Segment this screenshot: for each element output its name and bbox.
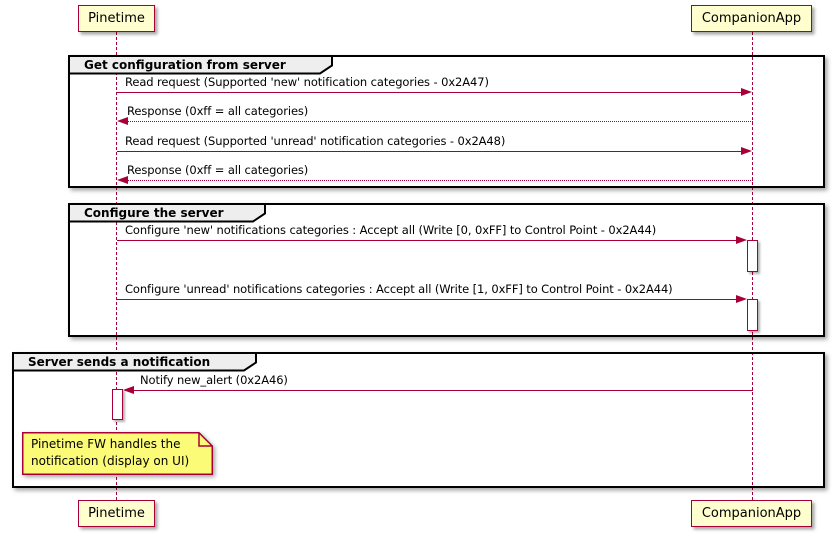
message-label: Response (0xff = all categories)	[127, 163, 309, 177]
arrowhead-right-icon	[736, 295, 747, 303]
message-line	[128, 180, 753, 181]
message-label: Configure 'unread' notifications categories : Accept all (Write [1, 0xFF] to Control Point - 0x2A44)	[125, 282, 673, 296]
frame-title: Get configuration from server	[84, 58, 286, 72]
message-label: Configure 'new' notifications categories : Accept all (Write [0, 0xFF] to Control Point - 0x2A44)	[125, 223, 657, 237]
arrowhead-left-icon	[123, 386, 134, 394]
message-line	[117, 92, 743, 93]
message-line	[117, 299, 737, 300]
arrowhead-left-icon	[117, 176, 128, 184]
activation-bar	[747, 240, 758, 272]
note	[22, 432, 213, 475]
activation-bar	[112, 389, 123, 420]
frame-title: Server sends a notification	[28, 355, 211, 369]
arrowhead-right-icon	[736, 236, 747, 244]
message-label: Response (0xff = all categories)	[127, 104, 309, 118]
participant-companionapp-bottom: CompanionApp	[691, 500, 812, 527]
message-line	[134, 390, 753, 391]
frame-title: Configure the server	[84, 206, 224, 220]
arrowhead-right-icon	[741, 88, 752, 96]
note-line: notification (display on UI)	[31, 454, 190, 468]
message-line	[117, 240, 737, 241]
message-label: Read request (Supported 'new' notification categories - 0x2A47)	[125, 75, 489, 89]
message-line	[117, 151, 743, 152]
participant-pinetime-bottom: Pinetime	[78, 500, 155, 527]
note-line: Pinetime FW handles the	[31, 437, 181, 451]
message-line	[128, 121, 753, 122]
participant-companionapp-top: CompanionApp	[691, 5, 812, 32]
activation-bar	[747, 299, 758, 331]
arrowhead-left-icon	[117, 117, 128, 125]
message-label: Read request (Supported 'unread' notification categories - 0x2A48)	[125, 134, 506, 148]
arrowhead-right-icon	[741, 147, 752, 155]
message-label: Notify new_alert (0x2A46)	[140, 373, 288, 387]
participant-pinetime-top: Pinetime	[78, 5, 155, 32]
